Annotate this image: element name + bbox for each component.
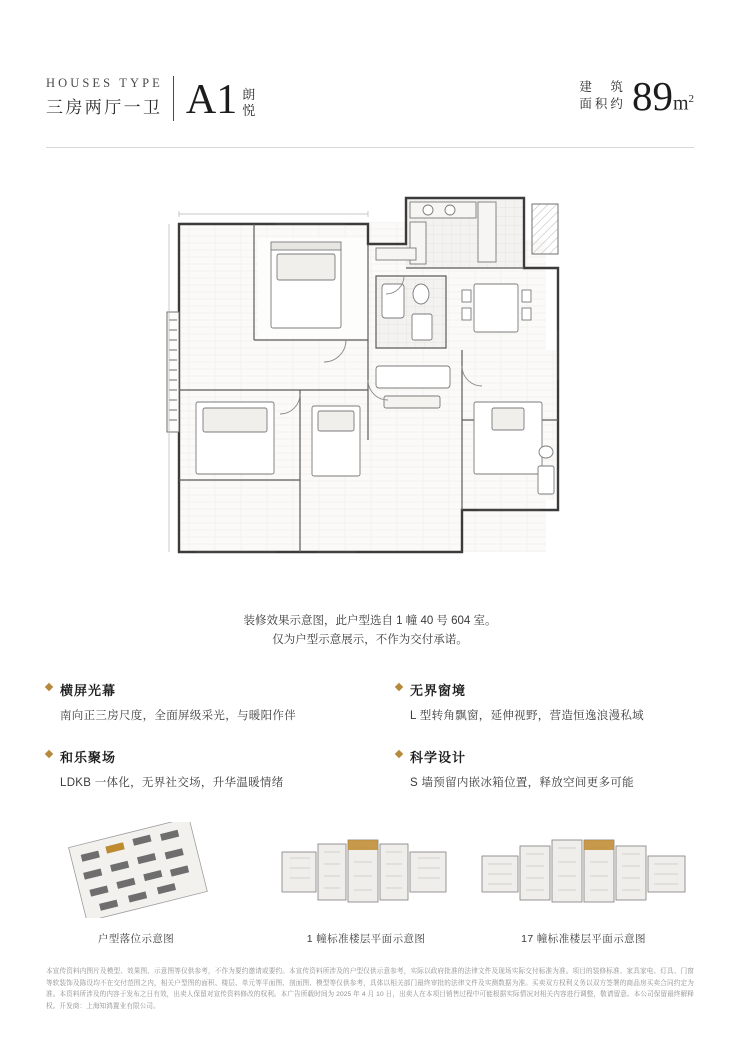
- furniture-bed-second: [196, 402, 274, 474]
- unit-code-subtitle-line1: 朗: [242, 87, 257, 102]
- disclaimer: [46, 966, 694, 1012]
- area-unit-sup: 2: [688, 93, 694, 106]
- area-label-line1: 建 筑: [579, 80, 626, 94]
- building-17-svg: [476, 822, 691, 918]
- diagram-building-1: [276, 822, 456, 946]
- feature-item-3: [396, 747, 694, 792]
- feature-desc-2: LDKB 一体化，无界社交场，升华温暖情绪: [60, 777, 284, 789]
- area-unit-text: m: [672, 93, 689, 115]
- house-type-en: HOUSES TYPE: [46, 76, 163, 90]
- feature-desc-0: 南向正三房尺度，全面屏级采光，与暖阳作伴: [60, 710, 296, 722]
- plan-note-line1: 装修效果示意图，此户型选自 1 幢 40 号 604 室。: [243, 615, 497, 627]
- site-plan-svg: [56, 822, 216, 918]
- house-type-cn: 三房两厅一卫: [46, 98, 163, 117]
- feature-title-1: 无界窗境: [396, 680, 694, 699]
- house-type-text: [46, 76, 174, 121]
- furniture-master-bed: [271, 242, 341, 328]
- feature-title-2: 和乐聚场: [46, 747, 344, 766]
- furniture-bed-third: [312, 406, 360, 476]
- area-label: [579, 79, 626, 113]
- floor-plan-svg: [46, 180, 694, 600]
- diagram-building-17: [476, 822, 691, 946]
- unit-code-block: [186, 79, 256, 121]
- disclaimer-text: 本宣传资料内图片及模型、效果图、示意图等仅供参考，不作为要约邀请或要约。本宣传资料所涉及的户型仅供示意参考，实际以政府批准的法律文件及现场实际交付标准为准。项目的装修标准、家具家电、灯具、门窗等软装饰及陈设均不在交付范围之内，相关户型图的面积、楼层、单元等平面图、剖面图、模型等仅供参考，具体以相关部门最终审批的法律文件及实测数据为准。买卖双方权利义务以双方签署的商品房买卖合同约定为准。本资料所涉及的内容于发布之日有效，出卖人保留对宣传资料修改的权利。本广告所载时间为 2025 年 4 月 10 日，出卖人在本项目销售过程中可能根据实际情况对相关内容进行调整，敬请留意。本公司保留最终解释权。开发商：上海知鸿置业有限公司。: [46, 968, 694, 1010]
- diagram-row: [46, 822, 694, 952]
- page-header: [0, 0, 740, 148]
- feature-title-3: 科学设计: [396, 747, 694, 766]
- diagram-caption-2: 17 幢标准楼层平面示意图: [521, 933, 646, 945]
- feature-title-0: 横屏光幕: [46, 680, 344, 699]
- area-value: 89: [631, 73, 673, 119]
- feature-item-2: [46, 747, 344, 792]
- house-type-block: [46, 76, 256, 121]
- area-label-line2: 面积约: [579, 97, 626, 111]
- unit-code-subtitle-line2: 悦: [242, 103, 257, 118]
- feature-list: [46, 680, 694, 792]
- building-1-svg: [276, 822, 456, 918]
- diagram-caption-0: 户型落位示意图: [97, 933, 175, 945]
- plan-shaft: [532, 204, 558, 254]
- feature-item-1: [396, 680, 694, 725]
- furniture-living: [376, 366, 450, 408]
- feature-desc-1: L 型转角飘窗，延伸视野，营造恒逸浪漫私域: [410, 710, 644, 722]
- unit-code: A1: [185, 77, 238, 123]
- plan-note: [0, 612, 740, 650]
- diagram-site-plan: [56, 822, 216, 946]
- furniture-bed-fourth: [474, 402, 542, 474]
- feature-item-0: [46, 680, 344, 725]
- area-block: [579, 73, 694, 119]
- area-unit: [673, 87, 694, 116]
- plan-note-line2: 仅为户型示意展示，不作为交付承诺。: [272, 634, 468, 646]
- feature-desc-3: S 墙预留内嵌冰箱位置，释放空间更多可能: [410, 777, 634, 789]
- header-divider: [46, 147, 694, 148]
- floor-plan: [46, 180, 694, 600]
- unit-code-subtitle: [242, 87, 256, 119]
- diagram-caption-1: 1 幢标准楼层平面示意图: [306, 933, 426, 945]
- furniture-entry: [376, 248, 416, 260]
